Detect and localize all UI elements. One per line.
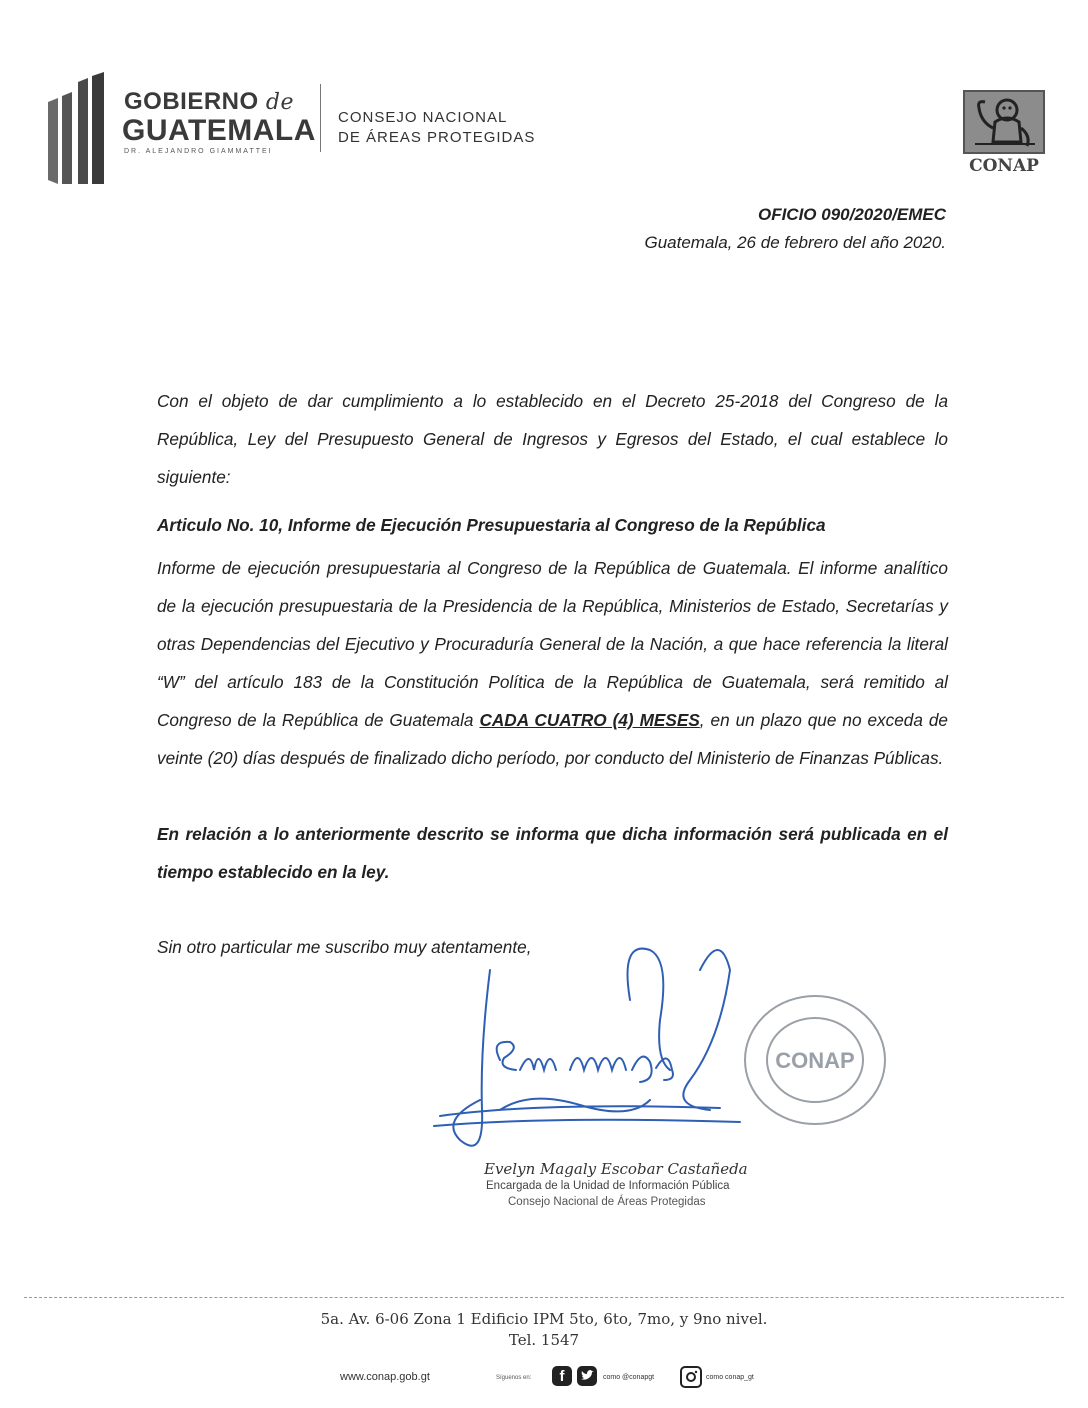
website-link[interactable]: www.conap.gob.gt <box>340 1371 430 1383</box>
conap-logo-label: CONAP <box>969 156 1039 176</box>
signer-role: Encargada de la Unidad de Información Pública <box>486 1180 730 1192</box>
header-divider <box>320 84 321 152</box>
signer-name: Evelyn Magaly Escobar Castañeda <box>484 1160 748 1178</box>
twitter-icon[interactable] <box>577 1366 597 1386</box>
consejo-title: CONSEJO NACIONAL DE ÁREAS PROTEGIDAS <box>338 109 536 146</box>
gobierno-wordmark-line2: GUATEMALA <box>122 114 316 147</box>
footer-phone: Tel. 1547 <box>508 1331 580 1349</box>
conclusion-paragraph: En relación a lo anteriormente descrito se informa que dicha información será publicada en el tiempo establecido en la ley. <box>157 824 948 882</box>
gobierno-wordmark-line1: GOBIERNO de <box>124 88 294 115</box>
conap-logo <box>963 90 1045 178</box>
gobierno-logo-bars <box>48 72 108 184</box>
signer-organization: Consejo Nacional de Áreas Protegidas <box>508 1196 706 1208</box>
footer-address: 5a. Av. 6-06 Zona 1 Edificio IPM 5to, 6to, 7mo, y 9no nivel. <box>320 1310 768 1328</box>
document-date: Guatemala, 26 de febrero del año 2020. <box>644 233 946 252</box>
monkey-icon <box>963 90 1045 154</box>
instagram-icon[interactable] <box>680 1366 702 1388</box>
facebook-icon[interactable]: f <box>552 1366 572 1386</box>
instagram-handle: como conap_gt <box>706 1374 754 1381</box>
handwritten-signature <box>420 930 750 1190</box>
closing-line: Sin otro particular me suscribo muy atentamente, <box>157 937 532 957</box>
intro-paragraph: Con el objeto de dar cumplimiento a lo establecido en el Decreto 25-2018 del Congreso de la República, Ley del Presupuesto General de Ingresos y Egresos del Estado, el cual establece lo siguiente: <box>157 391 948 487</box>
twitter-handle: como @conapgt <box>603 1374 655 1381</box>
official-seal <box>740 990 890 1130</box>
period-emphasis: CADA CUATRO (4) MESES <box>479 710 700 730</box>
footer-divider <box>24 1297 1064 1298</box>
seal-label: CONAP <box>775 1048 855 1073</box>
article-paragraph: Informe de ejecución presupuestaria al Congreso de la República de Guatemala. El informe analítico de la ejecución presupuestaria de la Presidencia de la República, Ministerios de Estado, Secretarías y otras Dependencias del Ejecutivo y Procuraduría General de la Nación, a que hace referencia la literal “W” del artículo 183 de la Constitución Política de la República de Guatemala, será remitido al Congreso de la República de Guatemala CADA CUATRO (4) MESES, en un plazo que no exceda de veinte (20) días después de finalizado dicho período, por conducto del Ministerio de Finanzas Públicas. <box>157 558 948 768</box>
follow-label: Síguenos en: <box>496 1375 532 1381</box>
article-title: Articulo No. 10, Informe de Ejecución Presupuestaria al Congreso de la República <box>157 515 826 535</box>
gobierno-subtitle: DR. ALEJANDRO GIAMMATTEI <box>124 148 273 155</box>
oficio-number: OFICIO 090/2020/EMEC <box>757 205 946 224</box>
